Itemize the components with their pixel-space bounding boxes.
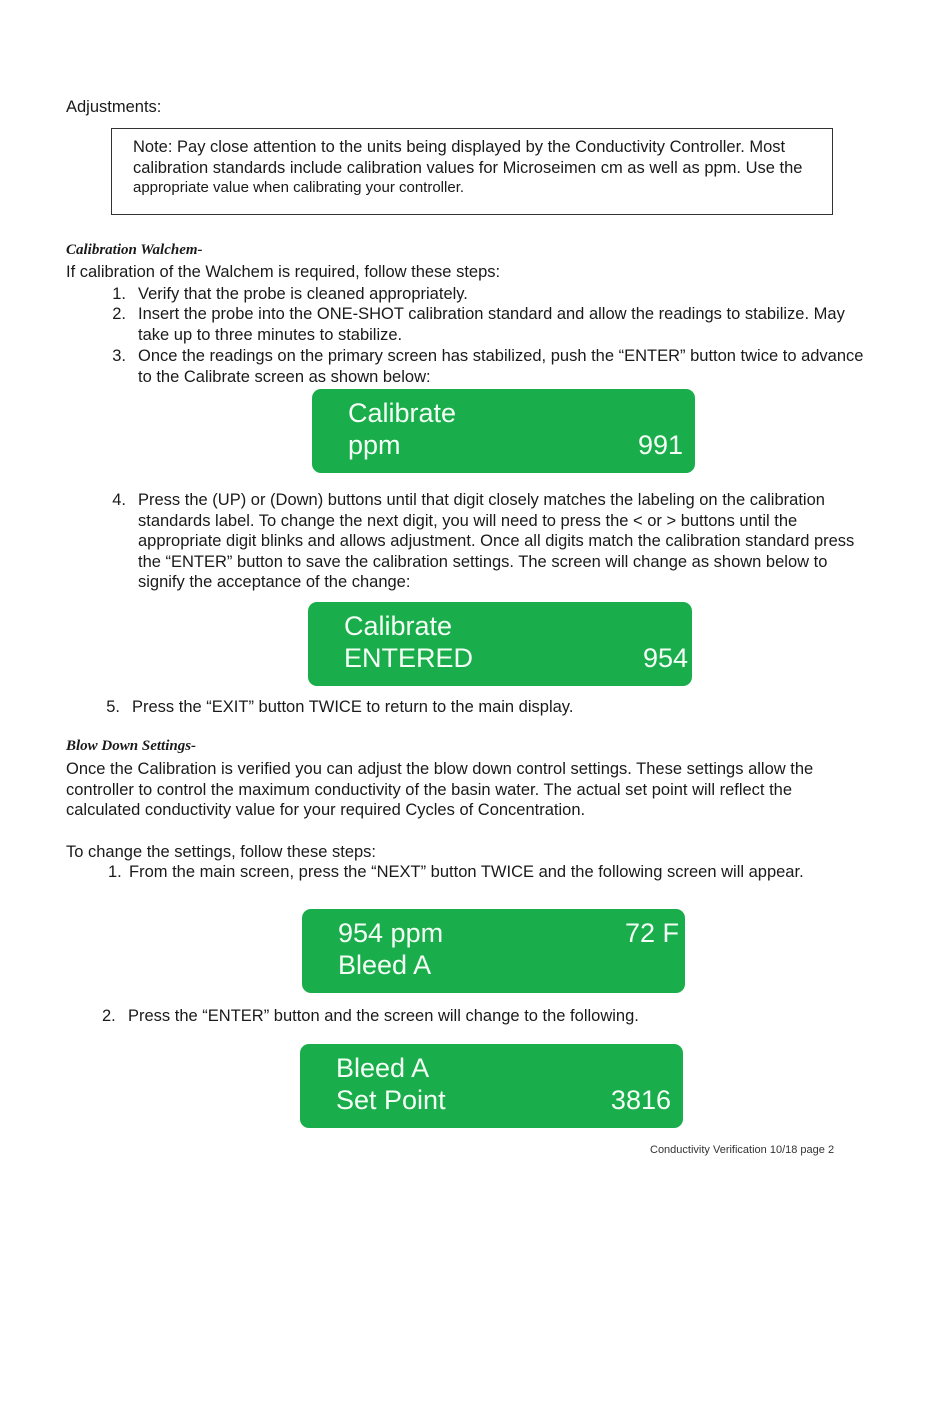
blowdown-step2-number: 2. [102,1007,116,1025]
lcd-line2-left: ENTERED [344,643,474,673]
blowdown-step1-number: 1. [108,863,122,881]
calibration-intro: If calibration of the Walchem is required, follow these steps: [66,263,501,281]
paragraph-line: controller to control the maximum conductivity of the basin water. The actual set point will reflect the [66,780,793,799]
lcd-line1-left: Calibrate [344,611,453,641]
step-text [138,346,863,387]
step-line: standards label. To change the next digit, you will need to press the < or > buttons until the [138,511,798,530]
note-line: calibration standards include calibration values for Microseimen cm as well as ppm. Use the [133,158,803,177]
step-line: Press the “EXIT” button TWICE to return to the main display. [132,698,574,716]
blowdown-heading: Blow Down Settings- [66,738,197,754]
step-line: appropriate digit blinks and allows adjustment. Once all digits match the calibration standard press [138,532,855,550]
blowdown-step2-text: Press the “ENTER” button and the screen will change to the following. [128,1007,639,1025]
paragraph-line: calculated conductivity value for your required Cycles of Concentration. [66,801,586,819]
lcd-line2-left: ppm [348,430,401,460]
step-line: Insert the probe into the ONE-SHOT calibration standard and allow the readings to stabilize. May [138,305,845,323]
lcd-screen-main [302,909,685,993]
step-line: take up to three minutes to stabilize. [138,325,403,344]
step-text [132,697,573,718]
step-line: to the Calibrate screen as shown below: [138,367,431,386]
step-line: Press the (UP) or (Down) buttons until that digit closely matches the labeling on the calibration [138,491,825,509]
note-line: appropriate value when calibrating your controller. [133,179,465,196]
step-number: 1. [112,285,126,303]
page-footer: Conductivity Verification 10/18 page 2 [650,1144,835,1156]
lcd-line2-right: 3816 [610,1085,671,1115]
lcd-line2-left: Bleed A [338,950,432,980]
blowdown-paragraph [66,759,813,821]
lcd-line2-right: 991 [637,430,683,460]
step-number: 2. [112,305,126,323]
note-line: Note: Pay close attention to the units being displayed by the Conductivity Controller. Most [133,138,786,156]
step-number: 4. [112,491,126,509]
lcd-screen-entered [308,602,692,686]
step-line: Once the readings on the primary screen has stabilized, push the “ENTER” button twice to advance [138,347,864,365]
adjustments-label: Adjustments: [66,98,162,116]
lcd-line1-left: Bleed A [336,1053,430,1083]
step-number: 3. [112,347,126,365]
blowdown-intro: To change the settings, follow these steps: [66,843,377,861]
step-text [138,284,468,305]
lcd-screen-calibrate [312,389,695,473]
step-line: Verify that the probe is cleaned appropriately. [138,285,468,303]
lcd-line2-left: Set Point [336,1085,446,1115]
lcd-screen-setpoint [300,1044,683,1128]
blowdown-step1-text: From the main screen, press the “NEXT” button TWICE and the following screen will appear. [129,863,804,881]
step-number: 5. [106,698,120,716]
lcd-line2-right: 954 [642,643,688,673]
step-line: signify the acceptance of the change: [138,573,411,591]
lcd-line1-left: 954 ppm [338,918,444,948]
note-text [133,137,802,199]
step-text [138,490,854,593]
paragraph-line: Once the Calibration is verified you can adjust the blow down control settings. These settings allow the [66,760,814,778]
lcd-line1-left: Calibrate [348,398,457,428]
calibration-heading: Calibration Walchem- [66,242,203,258]
step-text [138,304,845,345]
step-line: the “ENTER” button to save the calibration settings. The screen will change as shown below to [138,552,828,571]
lcd-line1-right: 72 F [624,918,679,948]
